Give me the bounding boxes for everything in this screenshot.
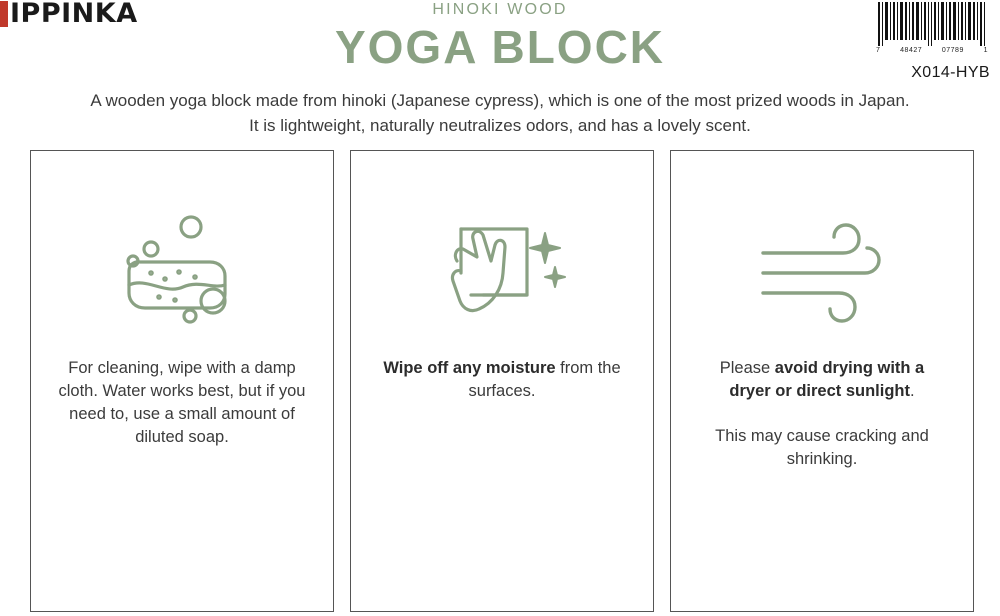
care-panel-moisture — [350, 150, 654, 612]
care-text-line — [377, 357, 627, 403]
barcode-group-2: 07789 — [941, 47, 964, 54]
care-text-bold: avoid drying with a dryer or direct sunlight — [729, 359, 925, 400]
care-panel-drying — [670, 150, 974, 612]
care-text-normal: Please — [719, 359, 775, 377]
product-description: A wooden yoga block made from hinoki (Japanese cypress), which is one of the most prized woods in Japan. It is lightweight, naturally neutralizes odors, and has a lovely scent. — [90, 91, 910, 135]
sku-code: X014-HYB — [911, 64, 990, 81]
barcode-icon — [876, 2, 988, 46]
barcode-left-digit: 7 — [876, 47, 881, 54]
care-panel-cleaning — [30, 150, 334, 612]
care-text-line-secondary: This may cause cracking and shrinking. — [715, 427, 929, 468]
care-text-normal: from the surfaces. — [468, 359, 621, 400]
header — [240, 0, 760, 73]
care-text-line: For cleaning, wipe with a damp cloth. Water works best, but if you need to, use a small amount of diluted soap. — [58, 359, 306, 446]
care-text-bold: Wipe off any moisture — [383, 359, 556, 377]
brand-name: IPPINKA — [10, 0, 138, 29]
wiping-hand-sparkle-icon — [351, 199, 653, 349]
brand-accent-bar — [0, 1, 8, 27]
barcode-block — [872, 2, 992, 82]
care-panel-cleaning-text — [31, 349, 333, 449]
care-text-normal-tail: . — [910, 382, 915, 400]
care-panel-moisture-text — [351, 349, 653, 403]
brand-lockup — [0, 0, 138, 28]
barcode-right-digit: 1 — [983, 47, 988, 54]
sponge-bubbles-icon — [31, 199, 333, 349]
page-title: YOGA BLOCK — [334, 21, 666, 73]
care-text-line — [697, 357, 947, 403]
care-panels — [30, 150, 974, 612]
product-eyebrow: HINOKI WOOD — [432, 1, 568, 18]
care-panel-drying-text — [671, 349, 973, 471]
wind-blowing-icon — [671, 199, 973, 349]
barcode-group-1: 48427 — [900, 47, 923, 54]
barcode-digits — [876, 47, 988, 54]
